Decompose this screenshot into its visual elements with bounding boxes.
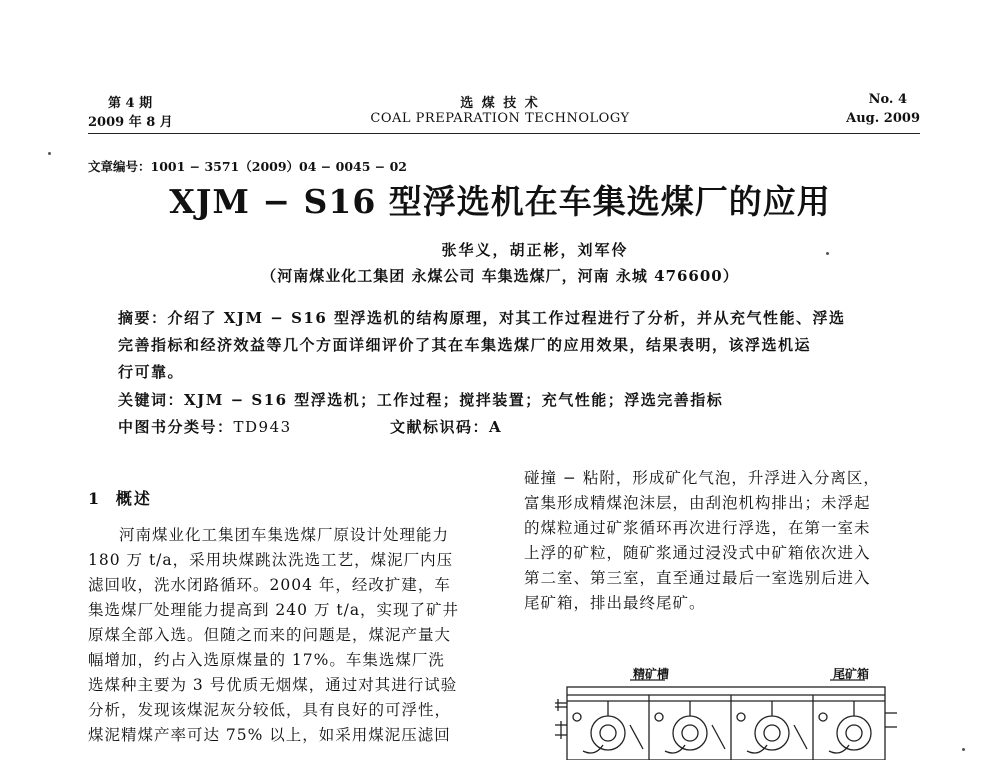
header-journal-cn: 选 煤 技 术 bbox=[460, 96, 540, 111]
header-issue-cn: 第 4 期 bbox=[108, 96, 153, 111]
left-line: 煤泥精煤产率可达 75% 以上，如采用煤泥压滤回 bbox=[88, 726, 451, 744]
doc-code-label: 文献标识码： bbox=[390, 418, 490, 436]
left-line: 180 万 t/a，采用块煤跳汰洗选工艺，煤泥厂内压 bbox=[88, 551, 454, 569]
classification-label: 中图书分类号： bbox=[118, 418, 234, 436]
left-line: 滤回收，洗水闭路循环。2004 年，经改扩建，车 bbox=[88, 576, 451, 594]
header-issue-en: No. 4 bbox=[868, 92, 907, 107]
scan-speck bbox=[48, 152, 51, 155]
keywords-line bbox=[118, 389, 723, 410]
page-title: XJM − S16 型浮选机在车集选煤厂的应用 bbox=[169, 182, 831, 221]
right-line: 富集形成精煤泡沫层，由刮泡机构排出；未浮起 bbox=[524, 494, 871, 512]
section-heading bbox=[88, 486, 152, 509]
doc-code-line bbox=[390, 416, 502, 437]
left-line: 幅增加，约占入选原煤量的 17%。车集选煤厂洗 bbox=[88, 651, 445, 669]
left-line: 原煤全部入选。但随之而来的问题是，煤泥产量大 bbox=[88, 626, 452, 644]
left-line: 选煤种主要为 3 号优质无烟煤，通过对其进行试验 bbox=[88, 676, 458, 694]
right-column bbox=[524, 466, 934, 616]
abstract-text-1: 介绍了 XJM − S16 型浮选机的结构原理，对其工作过程进行了分析，并从充气性能、浮选 bbox=[167, 309, 846, 327]
header-rule bbox=[88, 133, 920, 134]
abstract-line-1 bbox=[118, 307, 846, 328]
keywords-text: XJM − S16 型浮选机；工作过程；搅拌装置；充气性能；浮选完善指标 bbox=[184, 391, 724, 409]
figure-label-concentrate-trough: 精矿槽 bbox=[633, 667, 670, 681]
classification-value: TD943 bbox=[233, 418, 292, 436]
keywords-label: 关键词： bbox=[118, 391, 185, 409]
affiliation: （河南煤业化工集团 永煤公司 车集选煤厂，河南 永城 476600） bbox=[261, 267, 739, 285]
right-line: 尾矿箱，排出最终尾矿。 bbox=[524, 594, 706, 612]
right-line: 的煤粒通过矿浆循环再次进行浮选，在第一室未 bbox=[524, 519, 871, 537]
flotation-machine-schematic bbox=[555, 665, 900, 760]
abstract-label: 摘要： bbox=[118, 309, 168, 327]
doc-code-value: A bbox=[489, 418, 503, 436]
left-line: 集选煤厂处理能力提高到 240 万 t/a，实现了矿井 bbox=[88, 601, 460, 619]
left-line: 河南煤业化工集团车集选煤厂原设计处理能力 bbox=[119, 526, 450, 544]
figure-label-tailings-box: 尾矿箱 bbox=[833, 667, 870, 681]
flotation-machine-figure bbox=[555, 665, 900, 760]
section-number: 1 bbox=[88, 489, 100, 508]
authors: 张华义，胡正彬，刘军伶 bbox=[441, 241, 629, 259]
right-line: 上浮的矿粒，随矿浆通过浸没式中矿箱依次进入 bbox=[524, 544, 871, 562]
header-date-cn: 2009 年 8 月 bbox=[88, 115, 173, 130]
right-line: 第二室、第三室，直至通过最后一室选别后进入 bbox=[524, 569, 871, 587]
article-id: 文章编号：1001 − 3571（2009）04 − 0045 − 02 bbox=[88, 159, 407, 174]
right-line: 碰撞 − 粘附，形成矿化气泡，升浮进入分离区， bbox=[524, 469, 880, 487]
abstract-line-2: 完善指标和经济效益等几个方面详细评价了其在车集选煤厂的应用效果，结果表明，该浮选机运 bbox=[118, 336, 812, 354]
section-title: 概述 bbox=[115, 489, 152, 508]
left-line: 分析，发现该煤泥灰分较低，具有良好的可浮性， bbox=[88, 701, 452, 719]
classification-line bbox=[118, 416, 292, 437]
scan-speck bbox=[962, 748, 965, 751]
header-journal-en: COAL PREPARATION TECHNOLOGY bbox=[370, 111, 630, 126]
scan-speck bbox=[826, 252, 829, 255]
left-column bbox=[88, 523, 498, 748]
header-date-en: Aug. 2009 bbox=[846, 111, 920, 126]
abstract-line-3: 行可靠。 bbox=[118, 363, 185, 381]
